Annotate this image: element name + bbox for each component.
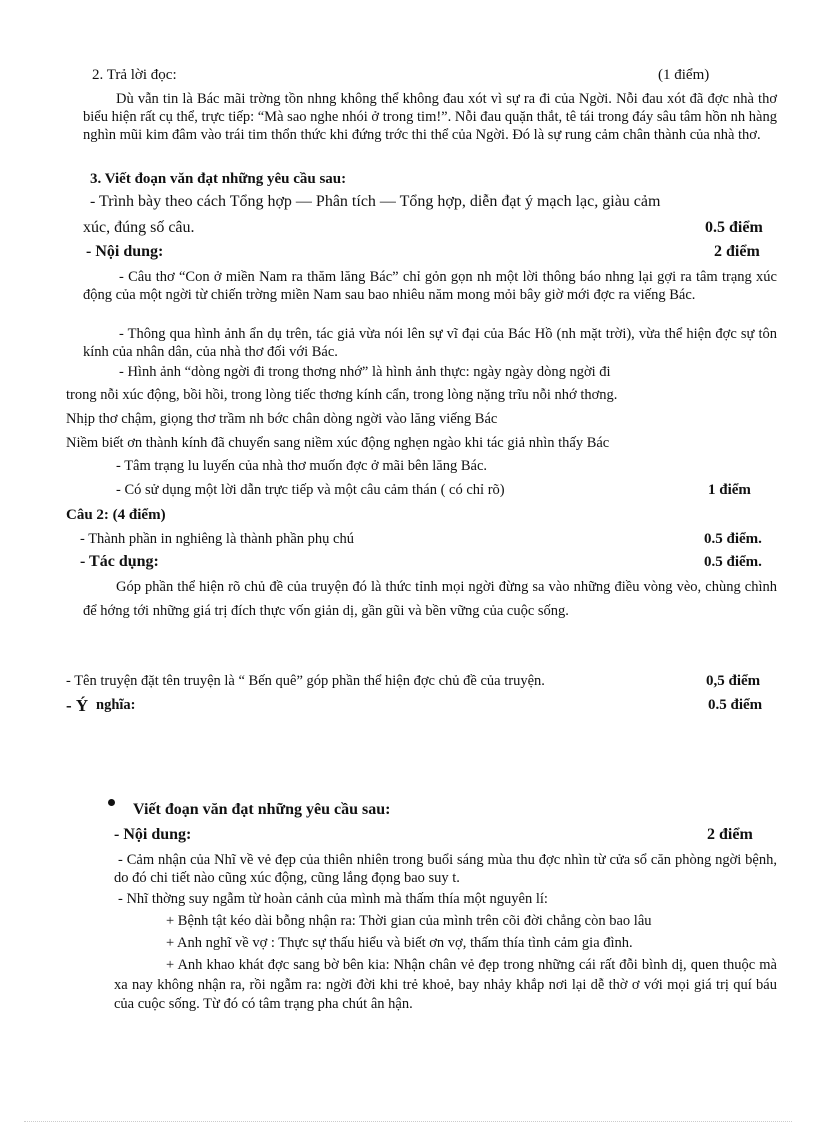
q3-form-line2: xúc, đúng số câu. bbox=[83, 219, 195, 236]
cau2-effect-score: 0.5 điểm. bbox=[704, 554, 762, 570]
q3-point-3-line4: Niềm biết ơn thành kính đã chuyển sang niềm xúc động nghẹn ngào khi tác giả nhìn thấy Bác bbox=[66, 435, 610, 451]
cau2-item-a-score: 0.5 điểm. bbox=[704, 531, 762, 547]
final-content-label: - Nội dung: bbox=[114, 826, 192, 843]
q3-point-5: - Có sử dụng một lời dẫn trực tiếp và một câu cảm thán ( có chỉ rõ) bbox=[116, 482, 505, 498]
q3-content-label: - Nội dung: bbox=[86, 243, 164, 260]
cau2-meaning-label: nghĩa: bbox=[96, 697, 136, 713]
q3-content-score: 2 điểm bbox=[714, 243, 760, 260]
q2-score: (1 điểm) bbox=[658, 67, 710, 83]
cau2-meaning-prefix: - Ý bbox=[66, 696, 89, 715]
cau2-effect-label: - Tác dụng: bbox=[80, 553, 159, 570]
final-point-2: - Nhĩ thờng suy ngẫm từ hoàn cảnh của mình mà thấm thía một nguyên lí: bbox=[118, 891, 548, 907]
final-content-score: 2 điểm bbox=[707, 826, 753, 843]
page-bottom-divider bbox=[24, 1121, 792, 1122]
q3-point-3-line2: trong nỗi xúc động, bồi hồi, trong lòng tiếc thơng kính cẩn, trong lòng nặng trĩu nỗi nhớ thơng. bbox=[66, 387, 618, 403]
cau2-heading: Câu 2: (4 điểm) bbox=[66, 507, 166, 523]
q3-form-line1: - Trình bày theo cách Tổng hợp — Phân tích — Tổng hợp, diễn đạt ý mạch lạc, giàu cảm bbox=[90, 193, 661, 210]
final-sub-2: + Anh nghĩ về vợ : Thực sự thấu hiểu và biết ơn vợ, thấm thía tình cảm gia đình. bbox=[166, 935, 633, 951]
q2-heading: 2. Trả lời đọc: bbox=[92, 67, 177, 83]
final-sub-3: + Anh khao khát đợc sang bờ bên kia: Nhận chân vẻ đẹp trong những cái rất đỗi bình dị, quen thuộc mà xa nay không nhận ra, rồi ngẫm ra: ngời đời khi trẻ khoẻ, bay nhảy khắp nơi lại dễ thờ ơ với mọi giá trị quí báu của cuộc sống. Từ đó có tâm trạng pha chút ân hận. bbox=[114, 957, 777, 1012]
cau2-item-a: - Thành phần in nghiêng là thành phần phụ chú bbox=[80, 531, 354, 547]
q3-heading: 3. Viết đoạn văn đạt những yêu cầu sau: bbox=[90, 171, 347, 187]
q3-point-4: - Tâm trạng lu luyến của nhà thơ muốn đợc ở mãi bên lăng Bác. bbox=[116, 458, 488, 474]
cau2-meaning-score: 0.5 điểm bbox=[708, 697, 763, 713]
q3-form-score: 0.5 điểm bbox=[705, 219, 763, 236]
q3-point-1: - Câu thơ “Con ở miền Nam ra thăm lăng Bác” chỉ gỏn gọn nh một lời thông báo nhng lại gợi ra tâm trạng xúc động của một ngời từ chiến trờng miền Nam sau bao nhiêu năm mong mỏi bây giờ mới đợc ra viếng Bác. bbox=[83, 269, 777, 303]
q3-point-2: - Thông qua hình ảnh ẩn dụ trên, tác giả vừa nói lên sự vĩ đại của Bác Hồ (nh mặt trời), vừa thể hiện đợc sự tôn kính của nhân dân, của nhà thơ đối với Bác. bbox=[83, 326, 777, 360]
bullet-icon bbox=[108, 799, 115, 806]
cau2-effect-paragraph: Góp phần thể hiện rõ chủ đề của truyện đó là thức tỉnh mọi ngời đừng sa vào những điều vòng vèo, chùng chình để hớng tới những giá trị đích thực vốn giản dị, gần gũi và bền vững của cuộc sống. bbox=[83, 579, 777, 619]
final-heading: Viết đoạn văn đạt những yêu cầu sau: bbox=[133, 801, 391, 818]
cau2-title-score: 0,5 điểm bbox=[706, 673, 761, 689]
q3-point-3-line1: - Hình ảnh “dòng ngời đi trong thơng nhớ” là hình ảnh thực: ngày ngày dòng ngời đi bbox=[119, 364, 611, 380]
q3-point-5-score: 1 điểm bbox=[708, 482, 751, 498]
q3-point-3-line3: Nhịp thơ chậm, giọng thơ trầm nh bớc chân dòng ngời vào lăng viếng Bác bbox=[66, 411, 498, 427]
cau2-title-line: - Tên truyện đặt tên truyện là “ Bến quê” góp phần thể hiện đợc chủ đề của truyện. bbox=[66, 673, 545, 689]
final-point-1: - Cảm nhận của Nhĩ về vẻ đẹp của thiên nhiên trong buổi sáng mùa thu đợc nhìn từ cửa sổ căn phòng ngời bệnh, do đó chi tiết nào cũng xúc động, cũng lắng đọng bao suy t. bbox=[114, 852, 777, 886]
q2-paragraph: Dù vẫn tin là Bác mãi trờng tồn nhng không thể không đau xót vì sự ra đi của Ngời. Nỗi đau xót đã đợc nhà thơ biểu hiện rất cụ thể, trực tiếp: “Mà sao nghe nhói ở trong tim!”. Nỗi đau quặn thắt, tê tái trong đáy sâu tâm hồn nh hàng nghìn mũi kim đâm vào trái tim thổn thức khi đứng trớc thi thể của Ngời. Đó là sự rung cảm chân thành của nhà thơ. bbox=[83, 91, 777, 143]
final-sub-1: + Bệnh tật kéo dài bỗng nhận ra: Thời gian của mình trên cõi đời chẳng còn bao lâu bbox=[166, 913, 652, 929]
